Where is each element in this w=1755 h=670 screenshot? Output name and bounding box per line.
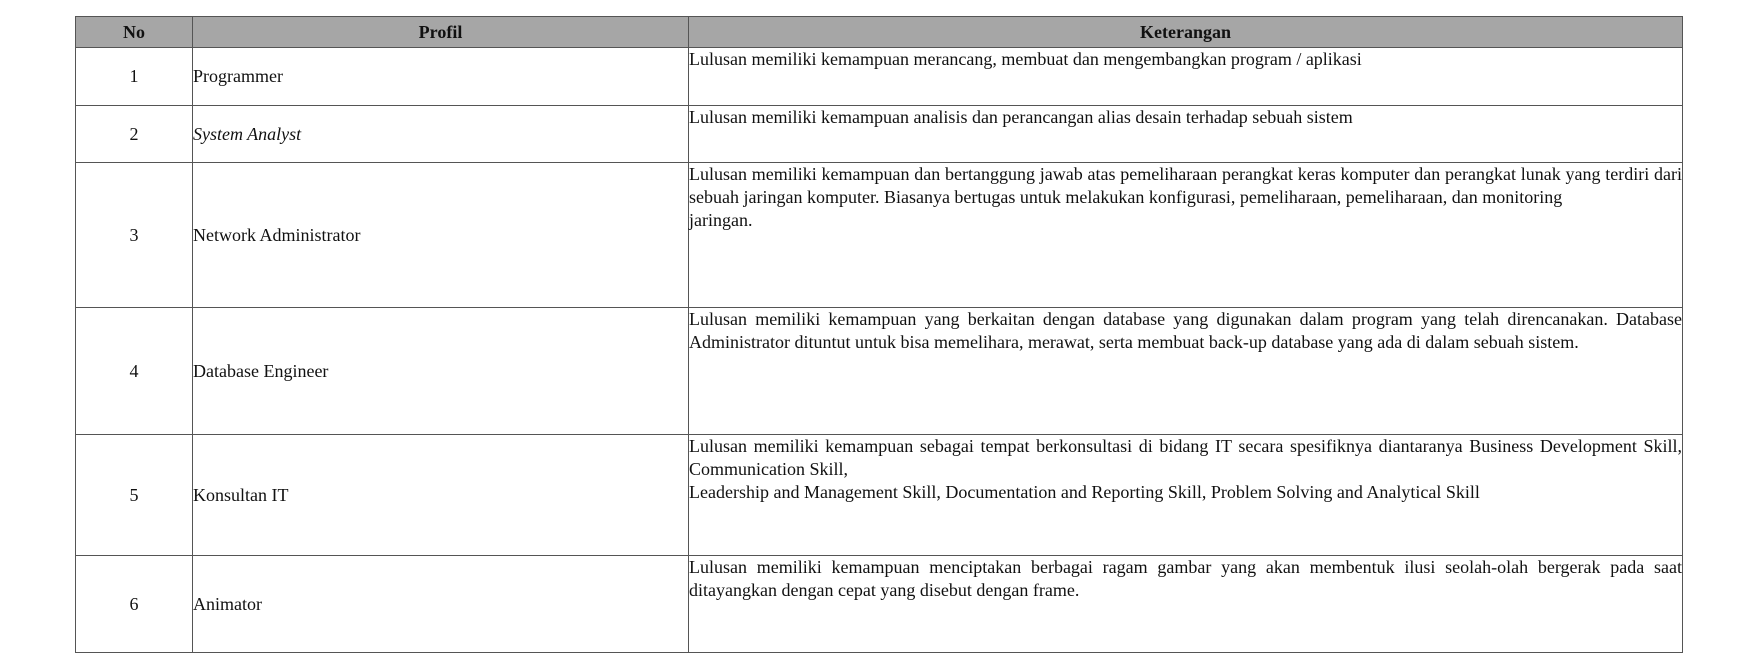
profile-name: Database Engineer bbox=[193, 308, 689, 435]
header-keterangan: Keterangan bbox=[689, 17, 1683, 48]
description-text: Lulusan memiliki kemampuan merancang, membuat dan mengembangkan program / aplikasi bbox=[689, 49, 1362, 69]
table-header bbox=[76, 17, 1683, 48]
table-row bbox=[76, 163, 1683, 308]
row-number: 6 bbox=[76, 556, 193, 653]
table-row bbox=[76, 556, 1683, 653]
row-number: 5 bbox=[76, 435, 193, 556]
profile-name: System Analyst bbox=[193, 106, 689, 163]
profile-description bbox=[689, 308, 1683, 435]
row-number: 2 bbox=[76, 106, 193, 163]
table-row bbox=[76, 435, 1683, 556]
profile-name: Animator bbox=[193, 556, 689, 653]
profile-name: Network Administrator bbox=[193, 163, 689, 308]
row-number: 3 bbox=[76, 163, 193, 308]
profile-name: Konsultan IT bbox=[193, 435, 689, 556]
profile-name: Programmer bbox=[193, 48, 689, 106]
table-row bbox=[76, 106, 1683, 163]
header-row bbox=[76, 17, 1683, 48]
description-text: Lulusan memiliki kemampuan yang berkaitan dengan database yang digunakan dalam program yang telah direncanakan. Database Administrator dituntut untuk bisa memelihara, merawat, serta membuat back-up database yang ada di dalam sebuah sistem. bbox=[689, 309, 1682, 352]
header-profil: Profil bbox=[193, 17, 689, 48]
table-row bbox=[76, 48, 1683, 106]
table-row bbox=[76, 308, 1683, 435]
description-text: Lulusan memiliki kemampuan menciptakan berbagai ragam gambar yang akan membentuk ilusi seolah-olah bergerak pada saat ditayangkan dengan cepat yang disebut dengan frame. bbox=[689, 557, 1682, 600]
profil-table bbox=[75, 16, 1683, 653]
profile-description bbox=[689, 48, 1683, 106]
description-text: Lulusan memiliki kemampuan dan bertanggung jawab atas pemeliharaan perangkat keras komputer dan perangkat lunak yang terdiri dari sebuah jaringan komputer. Biasanya bertugas untuk melakukan konfigurasi, pemeliharaan, pemeliharaan, dan monitoring jaringan. bbox=[689, 164, 1682, 230]
row-number: 4 bbox=[76, 308, 193, 435]
header-no: No bbox=[76, 17, 193, 48]
table-body bbox=[76, 48, 1683, 653]
profile-description bbox=[689, 556, 1683, 653]
row-number: 1 bbox=[76, 48, 193, 106]
description-text: Lulusan memiliki kemampuan analisis dan perancangan alias desain terhadap sebuah sistem bbox=[689, 107, 1353, 127]
profile-description bbox=[689, 435, 1683, 556]
description-text: Lulusan memiliki kemampuan sebagai tempat berkonsultasi di bidang IT secara spesifiknya diantaranya Business Development Skill, Communication Skill, Leadership and Management Skill, Documentation and Reporting Skill, Problem Solving and Analytical Skill bbox=[689, 436, 1682, 502]
profile-description bbox=[689, 106, 1683, 163]
profile-description bbox=[689, 163, 1683, 308]
